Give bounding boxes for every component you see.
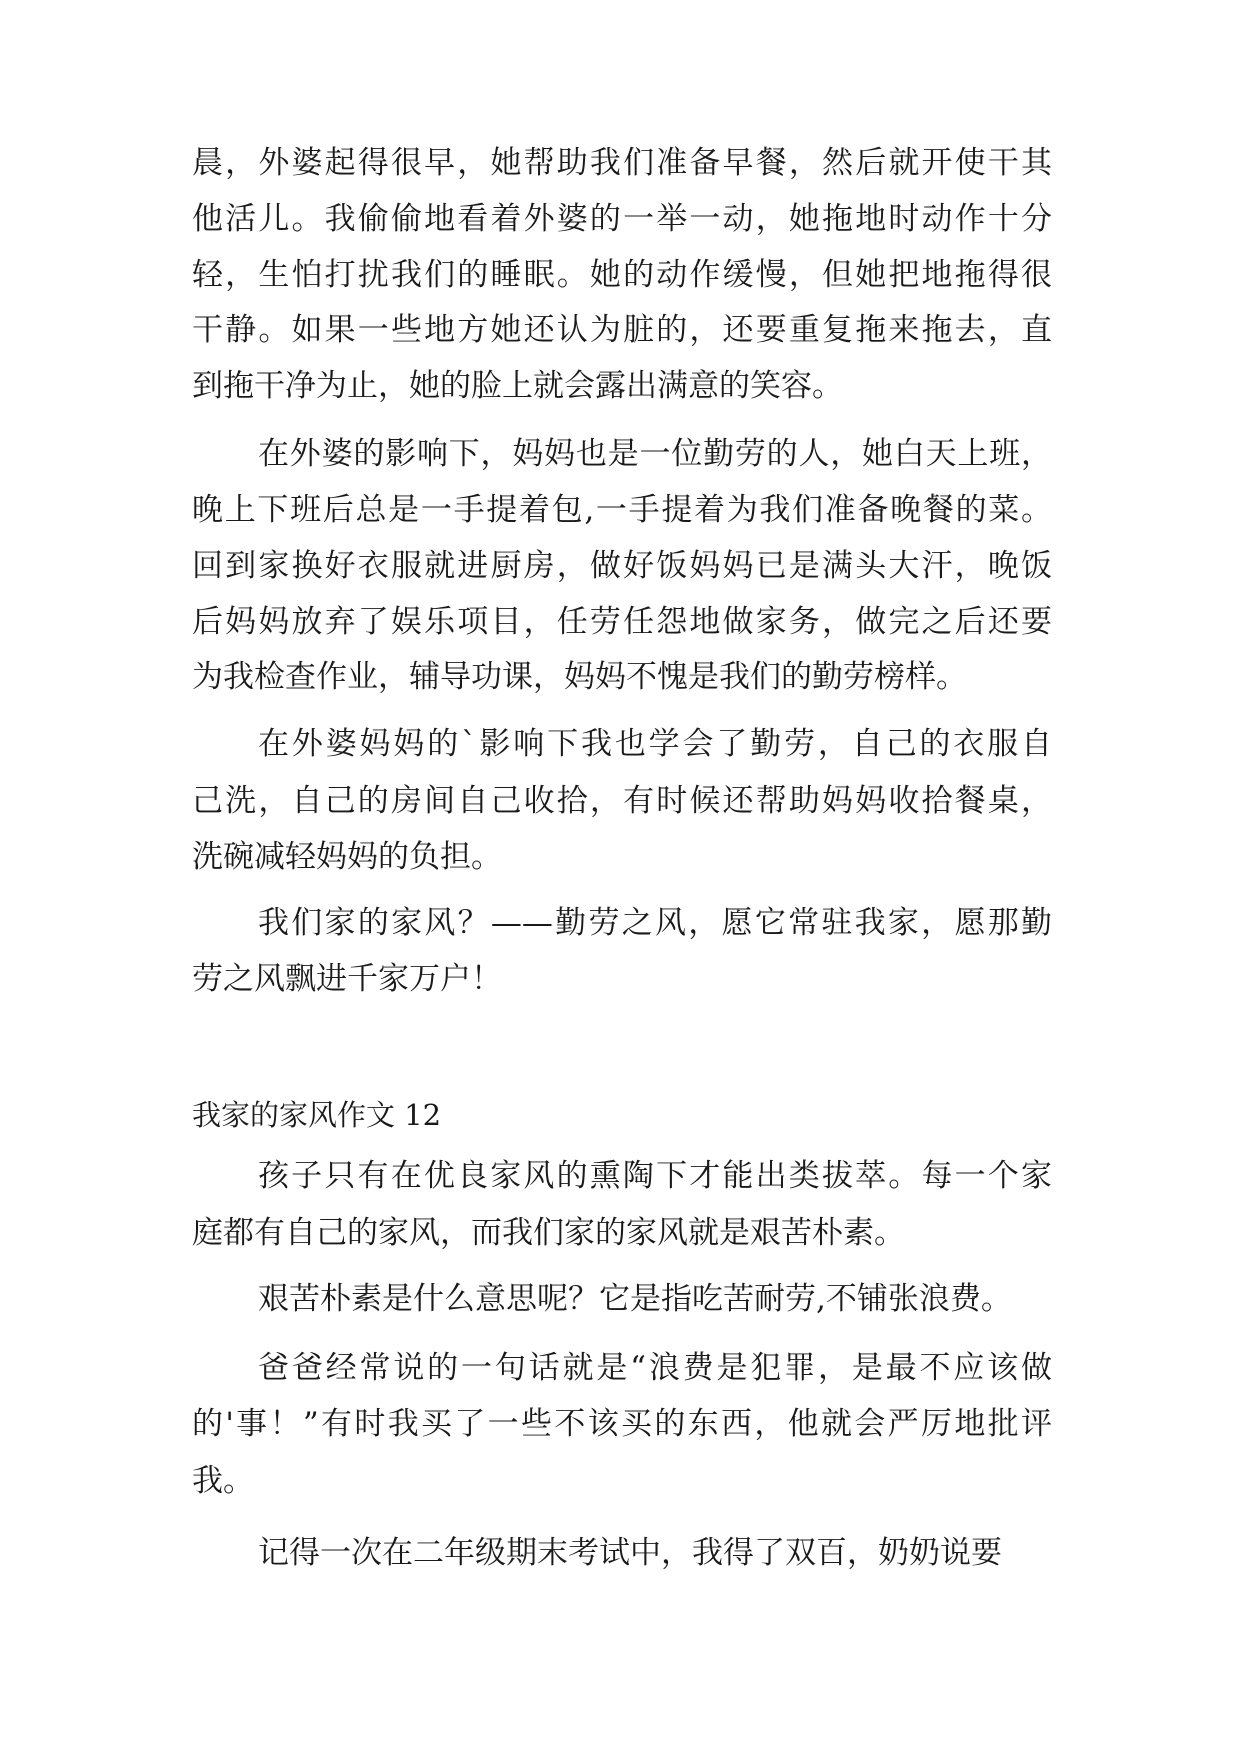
paragraph-line: 后妈妈放弃了娱乐项目，任劳任怨地做家务，做完之后还要 [192, 604, 1052, 640]
paragraph-line: 爸爸经常说的一句话就是“浪费是犯罪，是最不应该做 [258, 1350, 1052, 1386]
paragraph-line: 洗碗减轻妈妈的负担。 [192, 839, 502, 875]
paragraph-line: 记得一次在二年级期末考试中，我得了双百，奶奶说要 [258, 1535, 1002, 1571]
paragraph-line: 我。 [192, 1463, 254, 1499]
paragraph-line: 轻，生怕打扰我们的睡眠。她的动作缓慢，但她把地拖得很 [192, 257, 1052, 293]
paragraph-line: 在外婆的影响下，妈妈也是一位勤劳的人，她白天上班， [258, 436, 1052, 472]
paragraph-line: 己洗，自己的房间自己收拾，有时候还帮助妈妈收拾餐桌， [192, 783, 1052, 819]
paragraph-line: 劳之风飘进千家万户！ [192, 961, 502, 997]
paragraph-line: 晚上下班后总是一手提着包,一手提着为我们准备晚餐的菜。 [192, 492, 1052, 528]
paragraph-line: 晨，外婆起得很早，她帮助我们准备早餐，然后就开使干其 [192, 145, 1052, 181]
paragraph-line: 我们家的家风？——勤劳之风，愿它常驻我家，愿那勤 [258, 905, 1052, 941]
paragraph-line: 到拖干净为止，她的脸上就会露出满意的笑容。 [192, 368, 843, 404]
paragraph-line: 庭都有自己的家风，而我们家的家风就是艰苦朴素。 [192, 1215, 905, 1251]
paragraph-line: 为我检查作业，辅导功课，妈妈不愧是我们的勤劳榜样。 [192, 659, 967, 695]
paragraph-line: 他活儿。我偷偷地看着外婆的一举一动，她拖地时动作十分 [192, 201, 1052, 237]
paragraph-line: 艰苦朴素是什么意思呢？它是指吃苦耐劳,不铺张浪费。 [258, 1281, 1012, 1317]
paragraph-line: 干静。如果一些地方她还认为脏的，还要重复拖来拖去，直 [192, 312, 1052, 348]
paragraph-line: 在外婆妈妈的`影响下我也学会了勤劳，自己的衣服自 [258, 726, 1052, 762]
paragraph-line: 的'事！”有时我买了一些不该买的东西，他就会严厉地批评 [192, 1406, 1052, 1442]
paragraph-line: 回到家换好衣服就进厨房，做好饭妈妈已是满头大汗，晚饭 [192, 548, 1052, 584]
paragraph-line: 孩子只有在优良家风的熏陶下才能出类拔萃。每一个家 [258, 1158, 1052, 1194]
section-heading: 我家的家风作文 12 [192, 1098, 442, 1132]
